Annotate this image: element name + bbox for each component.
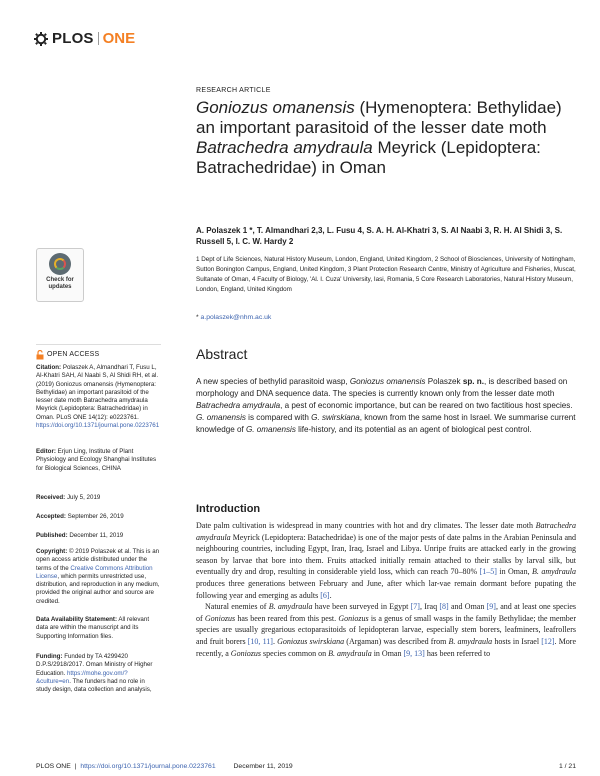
logo-one-text: ONE	[102, 30, 136, 47]
check-updates-icon	[49, 253, 71, 275]
text-seg: Goniozus	[204, 613, 236, 623]
title-text-2: Meyrick (Lepidoptera: Batrachedridae) in Oman	[196, 138, 541, 177]
text-seg: .	[272, 636, 278, 646]
article-title	[196, 98, 576, 178]
open-lock-icon	[36, 350, 44, 360]
open-access-label: OPEN ACCESS	[47, 350, 100, 358]
text-seg: and Oman	[448, 602, 487, 612]
page-footer	[36, 763, 576, 770]
editor-text: Erjun Ling, Institute of Plant Physiology and Ecology Shanghai Institutes for Biological Sciences, CHINA	[36, 448, 157, 472]
check-for-updates-button[interactable]	[36, 248, 84, 302]
text-seg: , Iraq	[419, 602, 440, 612]
received-label: Received:	[36, 494, 66, 501]
copyright-text: © 2019 Polaszek et al. This is an open access article distributed under the terms of the	[36, 548, 160, 572]
footer-separator: |	[72, 763, 79, 770]
citation-link[interactable]: [12]	[541, 636, 555, 646]
check-updates-label: Check for updates	[46, 277, 74, 290]
citation-doi-link[interactable]: https://doi.org/10.1371/journal.pone.0223761	[36, 422, 160, 430]
abstract-seg: , a pest of economic importance, but can be reared on two factitious host species.	[280, 401, 573, 410]
text-seg: B. amydraula	[532, 567, 577, 577]
email-link[interactable]: a.polaszek@nhm.ac.uk	[200, 314, 272, 321]
footer-date: December 11, 2019	[233, 763, 293, 770]
abstract-seg: Polaszek	[425, 377, 463, 386]
logo-plos-text: PLOS	[52, 30, 94, 47]
received-block	[36, 494, 161, 502]
editor-block	[36, 448, 161, 473]
text-seg: B. amydraula	[268, 602, 313, 612]
license-link[interactable]: Creative Commons Attribution License	[36, 564, 153, 580]
published-date: December 11, 2019	[67, 532, 124, 539]
citation-link[interactable]: [6]	[320, 590, 330, 600]
citation-label: Citation:	[36, 364, 62, 371]
text-seg: has been referred to	[424, 648, 491, 658]
text-seg: species common on	[261, 648, 329, 658]
text-seg: Date palm cultivation is widespread in many countries with hot and dry climates. The lesser date moth	[196, 521, 536, 530]
title-species: Goniozus omanensis	[196, 98, 355, 117]
citation-link[interactable]: [1–5]	[479, 567, 497, 577]
published-block	[36, 532, 161, 540]
abstract-seg: A new species of bethylid parasitoid wasp,	[196, 377, 350, 386]
text-seg: Natural enemies of	[205, 602, 269, 612]
footer-left	[36, 763, 295, 770]
funding-link[interactable]: https://mohe.gov.om/?&culture=en	[36, 669, 128, 685]
text-seg: in Oman	[371, 648, 404, 658]
funding-text-2: . The funders had no role in study design, data collection and analysis,	[36, 677, 152, 694]
sidebar-divider	[36, 344, 161, 345]
accepted-date: September 26, 2019	[65, 513, 124, 520]
footer-doi-link[interactable]: https://doi.org/10.1371/journal.pone.0223761	[80, 763, 216, 770]
intro-paragraph-1	[196, 520, 576, 601]
author-list[interactable]: A. Polaszek 1 *, T. Almandhari 2,3, L. Fusu 4, S. A. H. Al-Khatri 3, S. Al Naabi 3, R. H. Al Shidi 3, S. Russell 5, I. C. W. Hardy 2	[196, 226, 563, 246]
footer-journal: PLOS ONE	[36, 763, 71, 770]
abstract-seg: G. omanensis	[245, 425, 296, 434]
text-seg: has been reared from this pest.	[235, 613, 339, 623]
intro-paragraph-2	[196, 601, 576, 659]
text-seg: , and at least one species of	[196, 602, 576, 623]
abstract-seg: Batrachedra amydraula	[196, 401, 281, 410]
text-seg: Goniozus swirskiana	[277, 636, 345, 646]
citation-link[interactable]: [9, 13]	[403, 648, 425, 658]
open-access-badge	[36, 350, 161, 360]
data-availability-text: All relevant data are within the manuscript and its Supporting Information files.	[36, 616, 150, 640]
copyright-block	[36, 548, 161, 606]
introduction-text	[196, 520, 576, 659]
citation-link[interactable]: [9]	[486, 602, 496, 612]
title-host: Batrachedra amydraula	[196, 138, 373, 157]
text-seg: have been surveyed in Egypt	[312, 602, 411, 612]
affiliations: 1 Dept of Life Sciences, Natural History Museum, London, England, United Kingdom, 2 School of Biosciences, University of Nottingham, Sutton Bonington Campus, England, United Kingdom, 3 Plant Protection Research Centre, Ministry of Agriculture and Fisheries, Muscat, Sultanate of Oman, 4 Faculty of Biology, 'Al. I. Cuza' University, Iasi, Romania, 5 Core Research Laboratories, Natural History Museum, London, England, United Kingdom	[196, 256, 576, 293]
accepted-label: Accepted:	[36, 513, 66, 520]
citation-text: Polaszek A, Almandhari T, Fusu L, Al-Khatri SAH, Al Naabi S, Al Shidi RH, et al. (2019) Goniozus omanensis (Hymenoptera: Bethylidae) an important parasitoid of the lesser date moth Batrachedra amydraula Meyrick (Lepidoptera: Batrachedridae) in Oman. PLoS ONE 14(12): e0223761.	[36, 364, 159, 421]
abstract-seg: sp. n.	[462, 377, 484, 386]
abstract-seg: G. omanensis	[196, 413, 246, 422]
abstract-seg: is compared with	[245, 413, 312, 422]
funding-text: Funded by TA 4299420 D.P.S/2918/2017. Oman Ministry of Higher Education.	[36, 653, 153, 677]
citation-link[interactable]: [8]	[439, 602, 449, 612]
email-star: *	[196, 314, 201, 321]
article-type: RESEARCH ARTICLE	[196, 87, 271, 94]
editor-label: Editor:	[36, 448, 56, 455]
title-text-1: (Hymenoptera: Bethylidae) an important parasitoid of the lesser date moth	[196, 98, 562, 137]
text-seg: Goniozus	[230, 648, 262, 658]
journal-logo[interactable]	[34, 30, 135, 47]
funding-block	[36, 653, 161, 694]
text-seg: . More recently, a	[196, 636, 577, 658]
received-date: July 5, 2019	[65, 494, 101, 501]
text-seg: .	[329, 590, 332, 600]
copyright-text-2: , which permits unrestricted use, distribution, and reproduction in any medium, provided the original author and source are credited.	[36, 572, 160, 605]
data-availability-label: Data Availability Statement:	[36, 616, 118, 623]
accepted-block	[36, 513, 161, 521]
funding-label: Funding:	[36, 653, 63, 660]
abstract-seg: life-history, and its potential as an agent of biological pest control.	[295, 425, 532, 434]
text-seg: B. amydraula	[328, 648, 372, 658]
published-label: Published:	[36, 532, 68, 539]
abstract-seg: , is described based on morphology and DNA sequence data. The species is currently known only from the lesser date moth	[196, 377, 568, 398]
abstract-seg: , known from the same host in Israel. We summarise current knowledge of	[196, 413, 576, 434]
introduction-heading: Introduction	[196, 503, 261, 515]
text-seg: Meyrick (Lepidoptera: Batachedridae) is one of the major pests of date palms in the Arabian Peninsula and neighbouring countries, including Egypt, Iran, Iraq, Israel and Libya. Unripe fruits are attacked early in the growing season by larvae that bore into them. Fruits attacked initially remain attached to their stalks by larval silk, but eventually dry and drop, resulting in considerable yield loss, which can reach 70–80%	[196, 532, 576, 577]
text-seg: Batrachedra amydraula	[196, 521, 576, 542]
citation-link[interactable]: [7]	[410, 602, 420, 612]
text-seg: Goniozus	[338, 613, 369, 623]
logo-divider	[98, 32, 99, 45]
text-seg: (Argaman) was described from	[344, 636, 449, 646]
citation-block	[36, 364, 161, 430]
footer-page-number: 1 / 21	[558, 763, 576, 770]
abstract-heading: Abstract	[196, 346, 248, 362]
text-seg: is a genus of small wasps in the family Bethylidae; the member species are usually gregarious ectoparasitoids of lepidopteran larvae, especially stem borers, leafminers, leafrollers and fruit borers	[196, 613, 577, 646]
abstract-text	[196, 376, 576, 436]
text-seg: produces three generations between February and June, after which lar-vae remain dormant before pupating the following year and emerging as adults	[196, 578, 576, 600]
text-seg: hosts in Israel	[492, 636, 542, 646]
citation-link[interactable]: [10, 11]	[247, 636, 273, 646]
abstract-seg: G. swirskiana	[311, 413, 360, 422]
copyright-label: Copyright:	[36, 548, 68, 555]
abstract-seg: Goniozus omanensis	[349, 377, 426, 386]
text-seg: in Oman,	[496, 567, 533, 577]
text-seg: B. amydraula	[448, 636, 493, 646]
plos-gear-icon	[34, 32, 48, 46]
data-availability-block	[36, 616, 161, 641]
corresponding-email[interactable]	[196, 314, 576, 321]
